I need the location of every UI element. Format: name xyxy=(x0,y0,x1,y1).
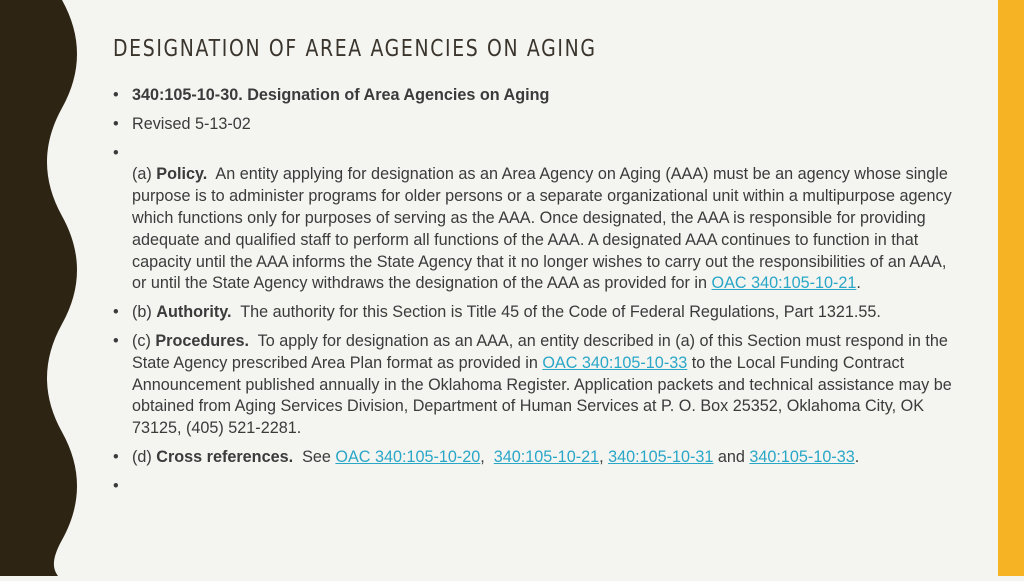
separator: , xyxy=(480,447,485,466)
empty-line xyxy=(132,476,963,498)
empty-line xyxy=(132,143,963,165)
bullet-icon: • xyxy=(113,143,119,162)
bullet-icon: • xyxy=(113,303,119,322)
bullet-icon: • xyxy=(113,447,119,466)
item-prefix: (b) xyxy=(132,303,152,322)
list-item xyxy=(113,114,963,136)
cross-references-paragraph xyxy=(132,447,963,469)
item-prefix: (a) xyxy=(132,165,152,184)
oac-link[interactable]: 340:105-10-31 xyxy=(608,447,714,466)
oac-link[interactable]: 340:105-10-21 xyxy=(493,447,600,466)
oac-link[interactable]: OAC 340:105-10-21 xyxy=(711,274,857,293)
bullet-icon: • xyxy=(113,331,119,350)
item-label: Policy. xyxy=(156,165,208,184)
bullet-icon: • xyxy=(113,476,119,495)
accent-bar xyxy=(998,0,1024,576)
list-item xyxy=(113,85,963,107)
procedures-paragraph xyxy=(132,331,963,440)
list-item xyxy=(113,143,963,296)
revision-date: Revised 5-13-02 xyxy=(132,114,251,133)
oac-link[interactable]: OAC 340:105-10-20 xyxy=(335,447,481,466)
wavy-band-shape xyxy=(0,0,80,576)
item-label: Cross references. xyxy=(156,447,294,466)
oac-link[interactable]: 340:105-10-33 xyxy=(749,447,855,466)
item-label: Authority. xyxy=(156,303,232,322)
item-text-continued: to the Local Funding Contract Announcement published annually in the Oklahoma Register. Application packets and technical assistance may be obtained from Aging Services Division, Department of Human Services at P. O. Box 25352, Oklahoma City, OK 73125, (405) 521-2281. xyxy=(132,353,952,438)
item-label: Procedures. xyxy=(155,331,249,350)
bullet-icon: • xyxy=(113,114,119,133)
item-suffix: . xyxy=(856,274,861,293)
item-text: See xyxy=(302,447,331,466)
list-item xyxy=(113,476,963,498)
item-prefix: (c) xyxy=(132,331,151,350)
separator: , xyxy=(599,447,604,466)
bullet-list xyxy=(113,85,963,505)
slide-title: DESIGNATION OF AREA AGENCIES ON AGING xyxy=(113,36,597,62)
oac-link[interactable]: OAC 340:105-10-33 xyxy=(542,353,688,372)
bullet-icon: • xyxy=(113,86,119,104)
item-text: To apply for designation as an AAA, an entity described in (a) of this Section must respond in the State Agency prescribed Area Plan format as provided in xyxy=(132,331,948,372)
list-item xyxy=(113,331,963,440)
item-text: The authority for this Section is Title 45 of the Code of Federal Regulations, Part 1321.55. xyxy=(240,303,881,322)
separator: and xyxy=(717,447,745,466)
list-item xyxy=(113,447,963,469)
section-heading: 340:105-10-30. Designation of Area Agencies on Aging xyxy=(132,86,550,104)
list-item xyxy=(113,302,963,324)
policy-paragraph xyxy=(132,164,963,295)
item-prefix: (d) xyxy=(132,447,152,466)
decorative-wavy-band xyxy=(0,0,80,576)
item-suffix: . xyxy=(854,447,860,466)
authority-paragraph xyxy=(132,302,963,324)
item-text: An entity applying for designation as an Area Agency on Aging (AAA) must be an agency whose single purpose is to administer programs for older persons or a separate organizational unit within a multipurpose agency which functions only for purposes of serving as the AAA. Once designated, the AAA is responsible for providing adequate and qualified staff to perform all functions of the AAA. A designated AAA continues to function in that capacity until the AAA informs the State Agency that it no longer wishes to carry out the responsibilities of an AAA, or until the State Agency withdraws the designation of the AAA as provided for in xyxy=(132,165,952,293)
